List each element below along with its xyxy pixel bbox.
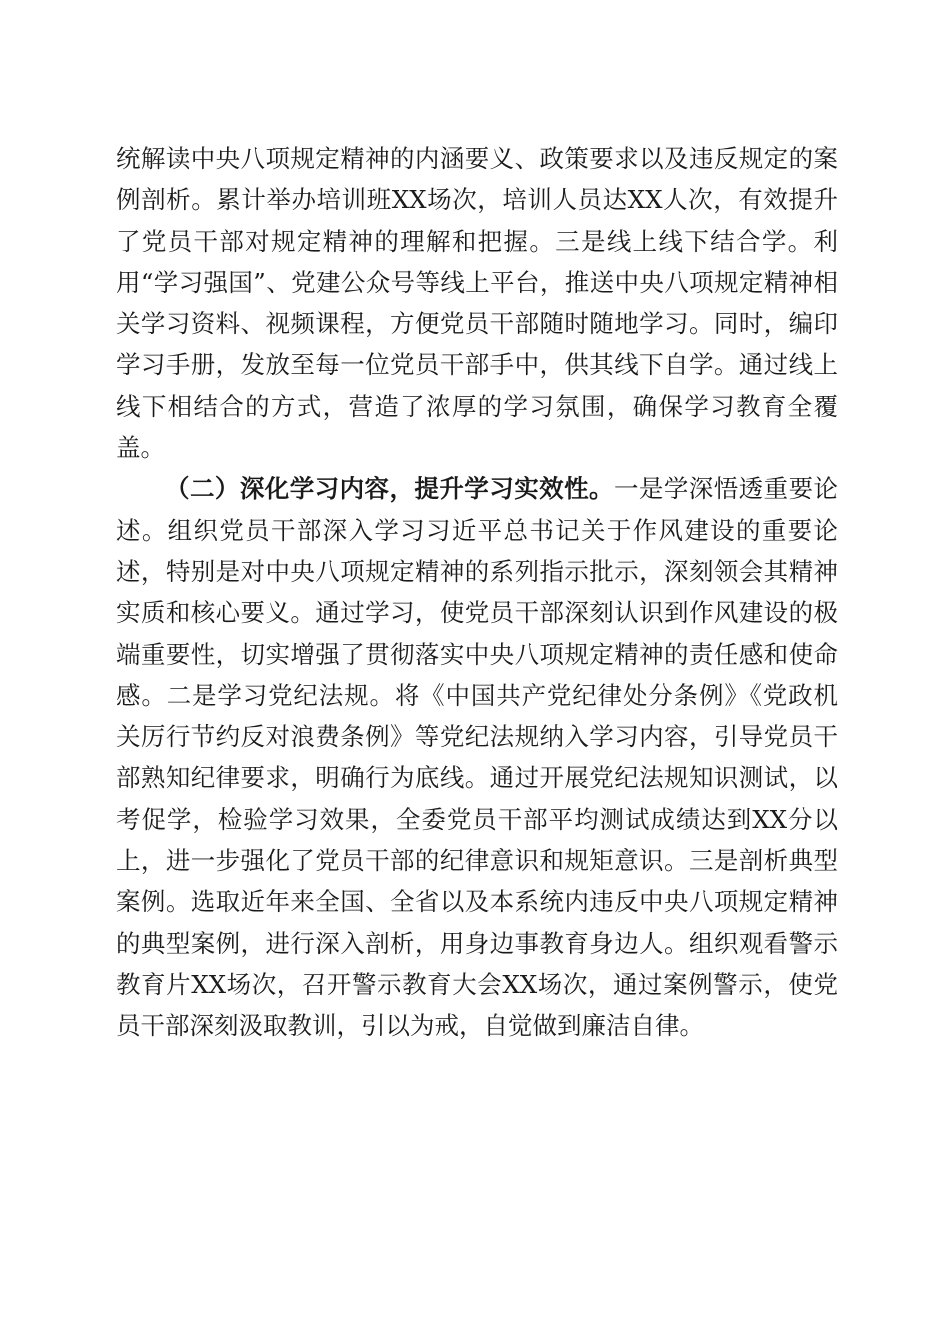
paragraph-continuation: 统解读中央八项规定精神的内涵要义、政策要求以及违反规定的案例剖析。累计举办培训班XX场次，培训人员达XX人次，有效提升了党员干部对规定精神的理解和把握。三是线上线下结合学。利用“学习强国”、党建公众号等线上平台，推送中央八项规定精神相关学习资料、视频课程，方便党员干部随时随地学习。同时，编印学习手册，发放至每一位党员干部手中，供其线下自学。通过线上线下相结合的方式，营造了浓厚的学习氛围，确保学习教育全覆盖。 xyxy=(116,144,838,463)
section-2-heading: （二）深化学习内容，提升学习实效性。 xyxy=(165,474,614,504)
section-2-body: 一是学深悟透重要论述。组织党员干部深入学习习近平总书记关于作风建设的重要论述，特别是对中央八项规定精神的系列指示批示，深刻领会其精神实质和核心要义。通过学习，使党员干部深刻认识到作风建设的极端重要性，切实增强了贯彻落实中央八项规定精神的责任感和使命感。二是学习党纪法规。将《中国共产党纪律处分条例》《党政机关厉行节约反对浪费条例》等党纪法规纳入学习内容，引导党员干部熟知纪律要求，明确行为底线。通过开展党纪法规知识测试，以考促学，检验学习效果，全委党员干部平均测试成绩达到XX分以上，进一步强化了党员干部的纪律意识和规矩意识。三是剖析典型案例。选取近年来全国、全省以及本系统内违反中央八项规定精神的典型案例，进行深入剖析，用身边事教育身边人。组织观看警示教育片XX场次，召开警示教育大会XX场次，通过案例警示，使党员干部深刻汲取教训，引以为戒，自觉做到廉洁自律。 xyxy=(116,474,839,1041)
section-2-paragraph xyxy=(116,468,838,1046)
document-body xyxy=(116,138,838,1047)
